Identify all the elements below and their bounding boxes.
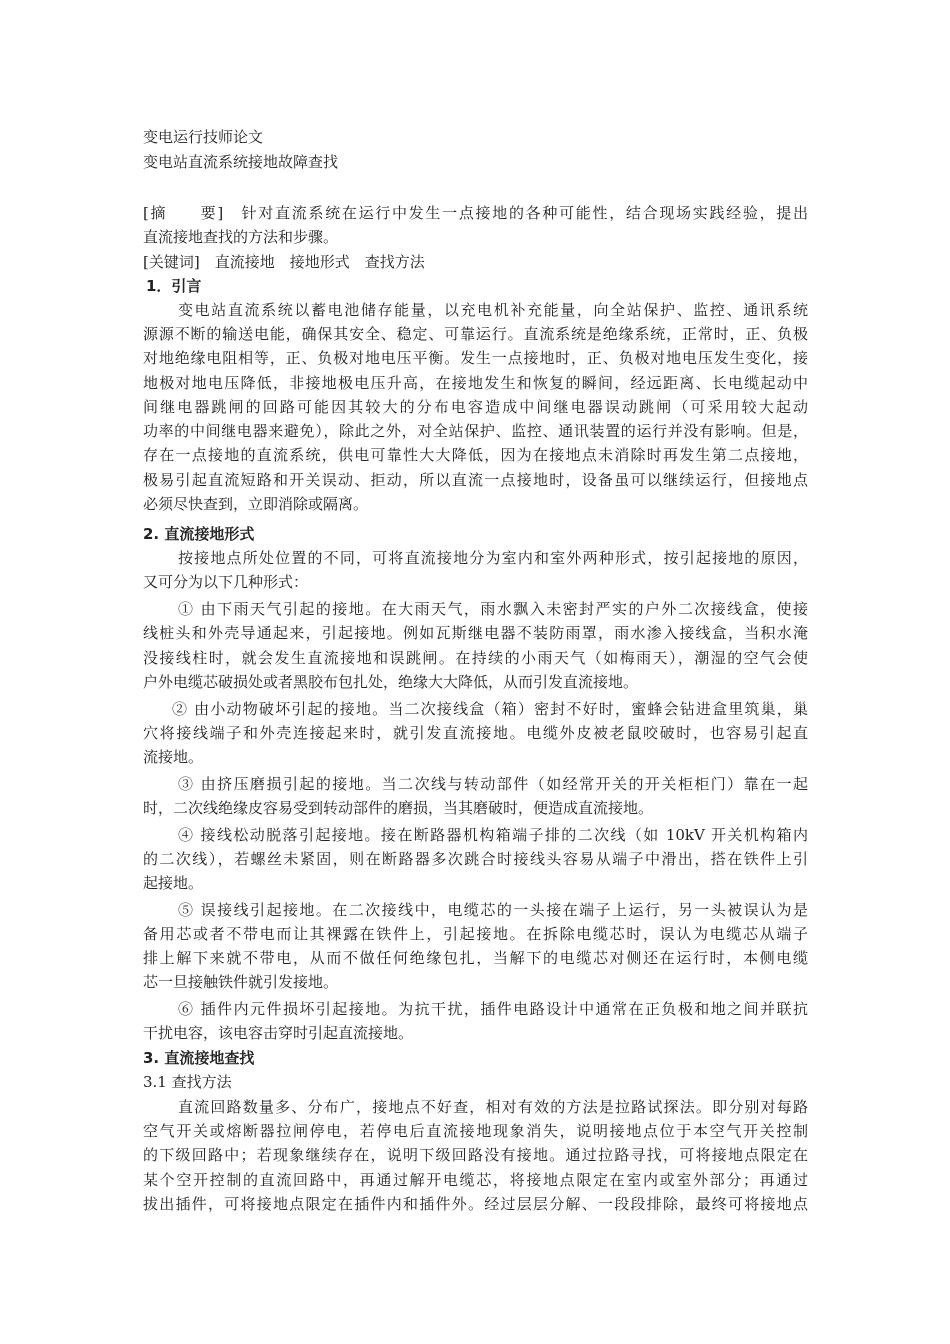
list-item-line: 时，二次线绝缘皮容易受到转动部件的磨损，当其磨破时，便造成直流接地。 [143, 799, 654, 817]
abstract-line: [摘 要] 针对直流系统在运行中发生一点接地的各种可能性，结合现场实践经验，提出 [143, 204, 808, 222]
doc-title-1: 变电运行技师论文 [143, 128, 264, 146]
list-item-line: ② 由小动物破坏引起的接地。当二次接线盒（箱）密封不好时，蜜蜂会钻进盒里筑巢，巢 [172, 700, 808, 718]
paragraph-line: 功率的中间继电器来避免），除此之外，对全站保护、监控、通讯装置的运行并没有影响。但是， [143, 422, 808, 440]
list-item-line: ④ 接线松动脱落引起接地。接在断路器机构箱端子排的二次线（如 10kV 开关机构箱内 [178, 826, 808, 844]
paragraph-line: 变电站直流系统以蓄电池储存能量，以充电机补充能量，向全站保护、监控、通讯系统 [178, 301, 808, 319]
paragraph-line: 地极对地电压降低，非接地极电压升高，在接地发生和恢复的瞬间，经远距离、长电缆起动中 [143, 374, 808, 392]
list-item-line: 线桩头和外壳导通起来，引起接地。例如瓦斯继电器不装防雨罩，雨水渗入接线盒，当积水淹 [143, 624, 808, 642]
paragraph-line: 存在一点接地的直流系统，供电可靠性大大降低，因为在接地点未消除时再发生第二点接地， [143, 446, 808, 464]
abstract-line: 直流接地查找的方法和步骤。 [143, 228, 339, 246]
subsection-heading: 3.1 查找方法 [143, 1073, 232, 1091]
list-item-line: ① 由下雨天气引起的接地。在大雨天气，雨水飘入未密封严实的户外二次接线盒，使接 [178, 600, 808, 618]
list-item-line: 流接地。 [143, 748, 204, 766]
list-item-line: ③ 由挤压磨损引起的接地。当二次线与转动部件（如经常开关的开关柜柜门）靠在一起 [178, 775, 808, 793]
paragraph-line: 对地绝缘电阻相等，正、负极对地电压平衡。发生一点接地时，正、负极对地电压发生变化，接 [143, 349, 808, 367]
list-item-line: 起接地。 [143, 874, 204, 892]
paragraph-line: 空气开关或熔断器拉闸停电，若停电后直流接地现象消失，说明接地点位于本空气开关控制 [143, 1122, 808, 1140]
paragraph-line: 源源不断的输送电能，确保其安全、稳定、可靠运行。直流系统是绝缘系统，正常时，正、负极 [143, 325, 808, 343]
list-item-line: ⑥ 插件内元件损坏引起接地。为抗干扰，插件电路设计中通常在正负极和地之间并联抗 [178, 1000, 808, 1018]
list-item-line: 芯一旦接触铁件就引发接地。 [143, 973, 339, 991]
doc-title-2: 变电站直流系统接地故障查找 [143, 153, 339, 171]
paragraph-line: 直流回路数量多、分布广，接地点不好查，相对有效的方法是拉路试探法。即分别对每路 [178, 1098, 808, 1116]
paragraph-line: 间继电器跳闸的回路可能因其较大的分布电容造成中间继电器误动跳闸（可采用较大起动 [143, 398, 808, 416]
paragraph-line: 的下级回路中；若现象继续存在，说明下级回路没有接地。通过拉路寻找，可将接地点限定在 [143, 1146, 808, 1164]
section-heading-2: 2. 直流接地形式 [143, 525, 255, 543]
section-heading-1: 1．引言 [146, 277, 202, 295]
list-item-line: 没接线柱时，就会发生直流接地和误跳闸。在持续的小雨天气（如梅雨天），潮湿的空气会使 [143, 649, 808, 667]
list-item-line: 备用芯或者不带电而让其裸露在铁件上，引起接地。在拆除电缆芯时，误认为电缆芯从端子 [143, 925, 808, 943]
paragraph-line: 极易引起直流短路和开关误动、拒动，所以直流一点接地时，设备虽可以继续运行，但接地点 [143, 471, 808, 489]
list-item-line: ⑤ 误接线引起接地。在二次接线中，电缆芯的一头接在端子上运行，另一头被误认为是 [178, 901, 808, 919]
paragraph-line: 拔出插件，可将接地点限定在插件内和插件外。经过层层分解、一段段排除，最终可将接地点 [143, 1195, 808, 1213]
list-item-line: 干扰电容，该电容击穿时引起直流接地。 [143, 1024, 414, 1042]
keywords-line: [关键词] 直流接地 接地形式 查找方法 [143, 253, 425, 271]
paragraph-line: 必须尽快查到，立即消除或隔离。 [143, 495, 369, 513]
list-item-line: 排上解下来就不带电，从而不做任何绝缘包扎，当解下的电缆芯对侧还在运行时，本侧电缆 [143, 949, 808, 967]
list-item-line: 户外电缆芯破损处或者黑胶布包扎处，绝缘大大降低，从而引发直流接地。 [143, 673, 639, 691]
paragraph-line: 按接地点所处位置的不同，可将直流接地分为室内和室外两种形式，按引起接地的原因， [178, 549, 808, 567]
list-item-line: 的二次线），若螺丝未紧固，则在断路器多次跳合时接线头容易从端子中滑出，搭在铁件上引 [143, 850, 808, 868]
paragraph-line: 又可分为以下几种形式： [143, 573, 309, 591]
list-item-line: 穴将接线端子和外壳连接起来时，就引发直流接地。电缆外皮被老鼠咬破时，也容易引起直 [143, 724, 808, 742]
paragraph-line: 某个空开控制的直流回路中，再通过解开电缆芯，将接地点限定在室内或室外部分；再通过 [143, 1171, 808, 1189]
section-heading-3: 3. 直流接地查找 [143, 1049, 255, 1067]
